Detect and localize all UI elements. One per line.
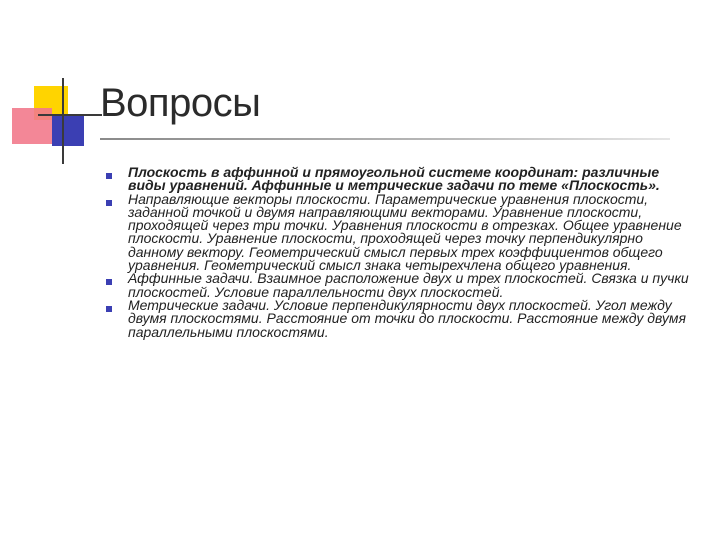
bullet-icon (106, 279, 112, 285)
logo-vertical-line (62, 78, 64, 164)
list-item-text: Аффинные задачи. Взаимное расположение двух и трех плоскостей. Связка и пучки плоскостей. Условие параллельности двух плоскостей. (128, 270, 689, 300)
list-item-text: Плоскость в аффинной и прямоугольной системе координат: различные виды уравнений. Аффинные и метрические задачи по теме «Плоскость». (128, 164, 660, 194)
list-item (96, 190, 700, 274)
list-item (96, 296, 700, 340)
logo-blue-square (52, 114, 84, 146)
list-item-text: Метрические задачи. Условие перпендикулярности двух плоскостей. Угол между двумя плоскостями. Расстояние от точки до плоскости. Расстояние между двумя параллельными плоскостями. (128, 296, 686, 340)
slide-title: Вопросы (100, 81, 261, 125)
decorative-logo (0, 0, 100, 170)
logo-horizontal-line (38, 114, 102, 116)
bullet-icon (106, 173, 112, 179)
list-item (96, 272, 700, 299)
bullet-icon (106, 200, 112, 206)
list-item-text: Направляющие векторы плоскости. Параметрические уравнения плоскости, заданной точкой и двумя направляющими векторами. Уравнение плоскости, проходящей через три точки. Уравнения плоскости в отрезках. Общее уравнение плоскости. Уравнение плоскости, проходящей через точку перпендикулярно данному вектору. Геометрический смысл первых трех коэффициентов общего уравнения. Геометрический смысл знака четырехчлена общего уравнения. (128, 190, 682, 274)
bullet-list (96, 166, 700, 339)
bullet-icon (106, 306, 112, 312)
title-divider (100, 138, 670, 140)
list-item (96, 166, 700, 193)
